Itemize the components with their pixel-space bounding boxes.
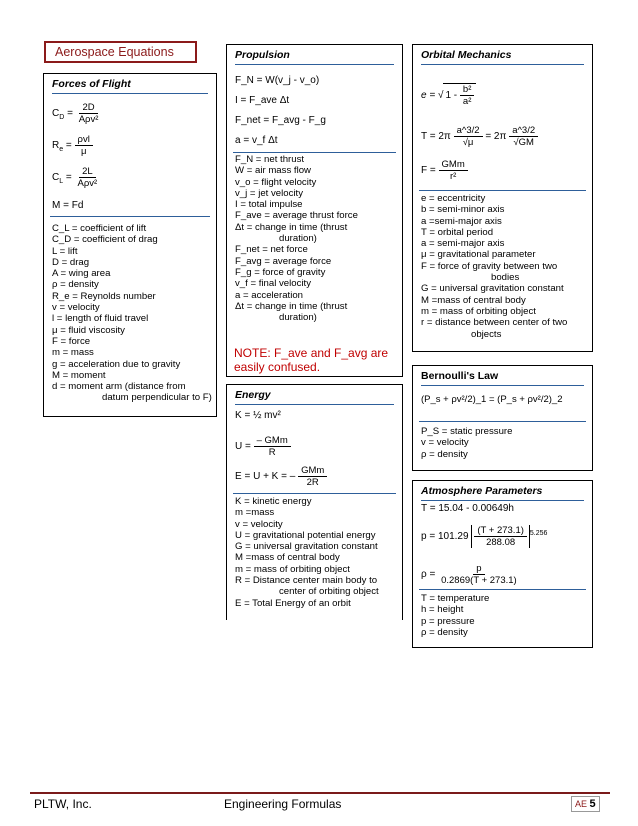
density-equation: ρ = $\frac{p}{0.2869(T + 273.1)}$ [421, 563, 517, 586]
orbital-heading: Orbital Mechanics [421, 49, 584, 65]
forces-definitions: C_L = coefficient of lift C_D = coefficient of drag L = lift D = drag A = wing area ρ = density R_e = Reynolds number v = velocity l = length of fluid travel μ = fluid viscosity F = force m = mass g = acceleration due to gravity M = moment d = moment arm (distance from datum perpendicular to F) [52, 223, 212, 404]
kinetic-energy-equation: K = ½ mv² [235, 410, 281, 421]
separator [419, 421, 586, 422]
page-number: 5 [589, 798, 596, 810]
separator [50, 216, 210, 217]
atmosphere-panel [412, 480, 593, 648]
propulsion-equations [235, 71, 396, 151]
bernoulli-panel [412, 365, 593, 471]
temperature-equation: T = 15.04 - 0.00649h [421, 503, 514, 514]
separator [419, 190, 586, 191]
energy-definitions: K = kinetic energy m =mass v = velocity U = gravitational potential energy G = universal gravitation constant M =mass of central body m = mass of orbiting object R = Distance center main body to center of orbiting object E = Total Energy of an orbit [235, 496, 379, 609]
period-equation: T = 2π $\frac{a\^{}3/2}{√\mu}$ = 2π $\frac{a\^{}3/2}{√GM}$ [421, 125, 538, 148]
cd-equation: $C_D$ = $\frac{2D}{\text{Aρv²}}$ [52, 102, 99, 125]
potential-energy-equation: U = $\frac{\text{– GMm}}{R}$ [235, 435, 291, 458]
bernoulli-heading: Bernoulli's Law [421, 370, 584, 386]
atmosphere-heading: Atmosphere Parameters [421, 485, 584, 501]
separator [233, 152, 396, 153]
orbital-definitions: e = eccentricity b = semi-minor axis a =semi-major axis T = orbital period a = semi-major axis μ = gravitational parameter F = force of gravity between two bodies G = universal gravitation constant M =mass of central body m = mass of orbiting object r = distance between center of two objects [421, 193, 568, 340]
cl-equation: $C_L$ = $\frac{2L}{\text{Aρv²}}$ [52, 166, 98, 189]
net-force-equation: F_net = F_avg - F_g [235, 115, 326, 126]
impulse-equation: I = F_ave Δt [235, 95, 290, 106]
separator [419, 589, 586, 590]
eccentricity-equation: e = √ 1 - $\frac{\text{b²}}{\text{a²}}$ [421, 83, 476, 107]
footer-doc-title: Engineering Formulas [224, 797, 342, 811]
footer-publisher: PLTW, Inc. [34, 797, 92, 811]
energy-panel [226, 384, 403, 620]
footer-rule [30, 792, 610, 794]
propulsion-heading: Propulsion [235, 49, 394, 65]
separator [233, 493, 396, 494]
moment-equation: M = Fd [52, 200, 84, 211]
re-equation: $R_e$ = $\frac{\text{ρvl}}{\mu}$ [52, 134, 93, 157]
atmosphere-definitions: T = temperature h = height p = pressure ρ = density [421, 593, 490, 638]
acceleration-equation: a = v_f Δt [235, 135, 278, 146]
forces-heading: Forces of Flight [52, 78, 208, 94]
bernoulli-definitions: P_S = static pressure v = velocity ρ = density [421, 426, 513, 460]
bernoulli-equation: (P_s + ρv²/2)_1 = (P_s + ρv²/2)_2 [421, 394, 563, 405]
thrust-equation: F_N = W(v_j - v_o) [235, 75, 320, 86]
page-title: Aerospace Equations [55, 45, 174, 59]
total-energy-equation: E = U + K = – $\frac{\text{GMm}}{2R}$ [235, 465, 327, 488]
propulsion-note: NOTE: F_ave and F_avg are easily confused. [234, 346, 389, 374]
propulsion-panel [226, 44, 403, 377]
page-title-box [44, 41, 197, 63]
pressure-equation: p = 101.29 $\frac{(T + 273.1)}{288.08}$ $^{5.256}$ [421, 525, 548, 548]
forces-of-flight-panel [43, 73, 217, 417]
orbital-mechanics-panel [412, 44, 593, 352]
page-number-badge [571, 796, 600, 812]
course-code: AE [575, 799, 588, 809]
gravity-force-equation: F = $\frac{\text{GMm}}{\text{r²}}$ [421, 159, 468, 182]
propulsion-definitions: F_N = net thrust W = air mass flow v_o = flight velocity v_j = jet velocity I = total impulse F_ave = average thrust force Δt = change in time (thrust duration) F_net = net force F_avg = average force F_g = force of gravity v_f = final velocity a = acceleration Δt = change in time (thrust duration) [235, 154, 358, 324]
energy-heading: Energy [235, 389, 394, 405]
